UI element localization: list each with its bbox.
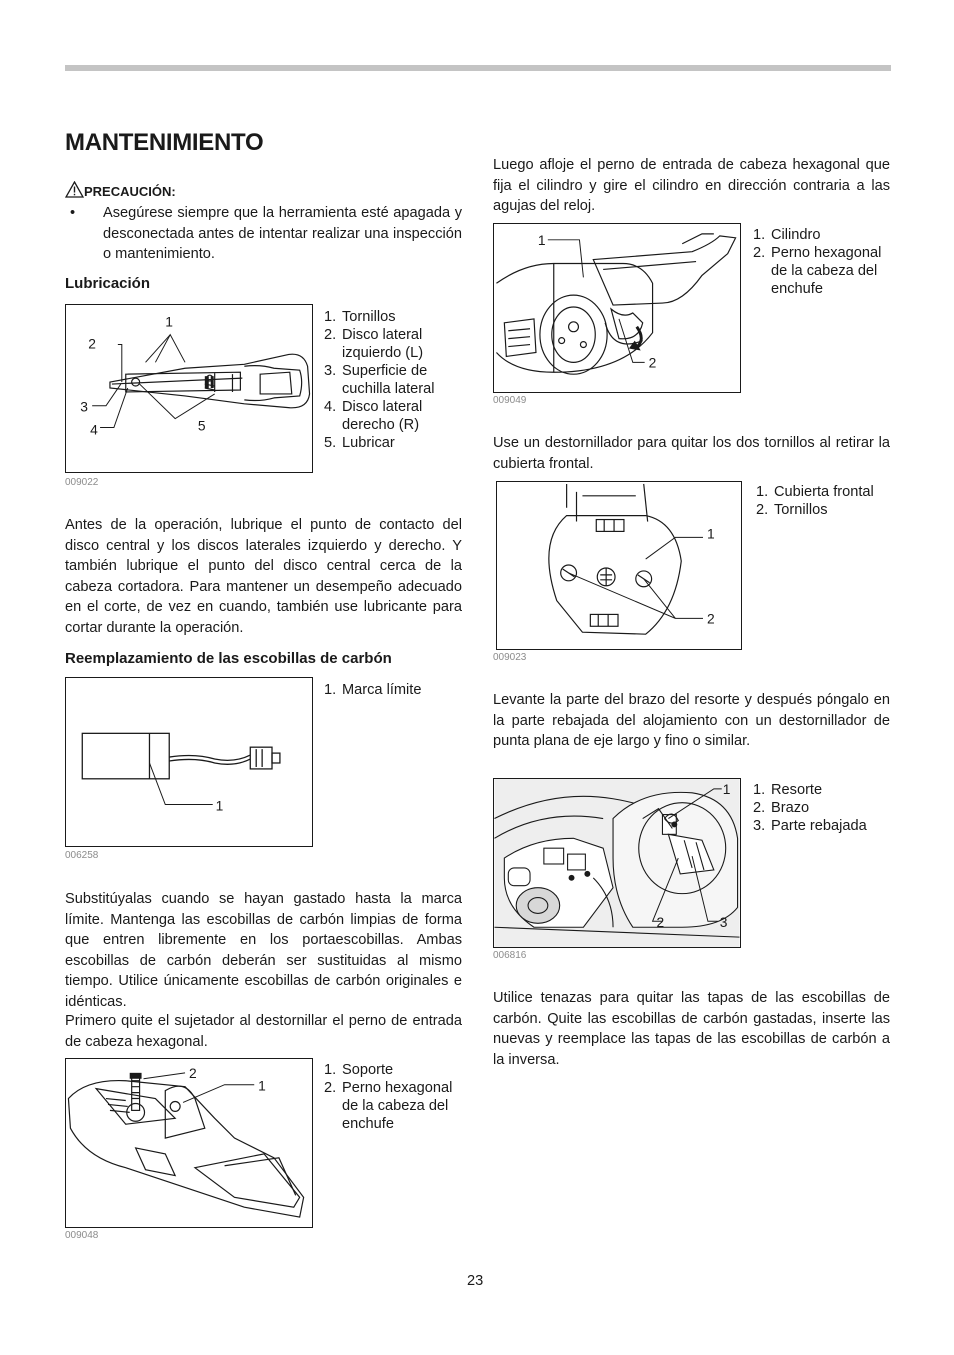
legend-item: 1. Soporte (324, 1062, 394, 1078)
legend-item: 1. Resorte (753, 782, 823, 798)
callout-3: 3 (80, 398, 89, 415)
legend-item: 2. Tornillos (756, 502, 828, 518)
final-paragraph: Utilice tenazas para quitar las tapas de las escobillas de carbón. Quite las escobillas de carbón gastadas, inserte las nuevas y reemplace las tapas de las escobillas de carbón a la inversa. (493, 990, 890, 1068)
callout-1: 1 (722, 780, 731, 797)
callout-5: 5 (197, 417, 206, 434)
callout-3: 3 (719, 914, 728, 931)
page-title: MANTENIMIENTO (65, 129, 264, 156)
holder-figure (65, 1058, 313, 1228)
callout-1: 1 (706, 525, 715, 542)
carbon-brush-illustration (66, 678, 312, 846)
caution-label: PRECAUCIÓN: (84, 184, 176, 199)
lubrication-heading: Lubricación (65, 275, 151, 292)
callout-1: 1 (165, 313, 173, 330)
front-cover-paragraph: Use un destornillador para quitar los dos tornillos al retirar la cubierta frontal. (493, 435, 890, 472)
spring-legend (753, 781, 893, 835)
legend-item: 1. Tornillos (324, 309, 396, 325)
legend-item: 2. Disco lateral izquierdo (L) (324, 327, 424, 361)
cylinder-paragraph: Luego afloje el perno de entrada de cabeza hexagonal que fija el cilindro y gire el cilindro en dirección contraria a las agujas del reloj. (493, 157, 890, 215)
caution-bullet: • (70, 205, 76, 221)
legend-item: 4. Disco lateral derecho (R) (324, 399, 423, 433)
figure-code: 009022 (65, 477, 99, 488)
legend-item: 1. Marca límite (324, 682, 422, 698)
callout-1: 1 (258, 1077, 266, 1094)
holder-legend (324, 1061, 462, 1133)
figure-code: 009023 (493, 652, 527, 663)
callout-2: 2 (88, 335, 96, 352)
carbon-brush-figure (65, 677, 313, 847)
page-number: 23 (467, 1273, 484, 1289)
callout-4: 4 (90, 421, 98, 438)
lubrication-figure (65, 304, 313, 473)
callout-2: 2 (706, 610, 715, 627)
legend-item: 2. Perno hexagonal de la cabeza del enchufe (324, 1080, 453, 1132)
front-cover-illustration (497, 482, 741, 649)
spring-figure (493, 778, 741, 948)
legend-item: 3. Parte rebajada (753, 818, 867, 834)
front-cover-figure (496, 481, 742, 650)
warning-icon (65, 181, 84, 198)
brushes-paragraph-2: Primero quite el sujetador al destornillar el perno de entrada de cabeza hexagonal. (65, 1013, 462, 1050)
callout-2: 2 (648, 354, 657, 371)
legend-item: 1. Cilindro (753, 227, 821, 243)
legend-item: 5. Lubricar (324, 435, 395, 451)
header-rule (65, 65, 891, 71)
figure-code: 009048 (65, 1230, 99, 1241)
legend-item: 2. Perno hexagonal de la cabeza del enchufe (753, 245, 882, 297)
spring-paragraph: Levante la parte del brazo del resorte y después póngalo en la parte rebajada del alojamiento con un destornillador de punta plana de eje largo y fino o similar. (493, 692, 890, 750)
shear-head-illustration (66, 305, 312, 472)
callout-2: 2 (656, 914, 665, 931)
legend-item: 2. Brazo (753, 800, 810, 816)
cylinder-illustration (494, 224, 740, 392)
spring-illustration (494, 779, 740, 947)
brushes-heading: Reemplazamiento de las escobillas de carbón (65, 650, 392, 667)
callout-2: 2 (189, 1064, 197, 1081)
figure-code: 009049 (493, 395, 527, 406)
lubrication-legend (324, 308, 454, 452)
figure-code: 006816 (493, 950, 527, 961)
brush-legend (324, 681, 454, 699)
caution-heading (65, 181, 176, 200)
callout-1: 1 (537, 231, 546, 248)
legend-item: 3. Superficie de cuchilla lateral (324, 363, 435, 397)
cylinder-legend (753, 226, 893, 298)
cylinder-figure (493, 223, 741, 393)
front-cover-legend (756, 483, 896, 519)
callout-1: 1 (215, 797, 224, 814)
lubrication-paragraph: Antes de la operación, lubrique el punto de contacto del disco central y los discos laterales izquierdo y derecho. Y también lubrique el punto del disco central cerca de la cabeza cortadora. Para mantener un desempeño adecuado en el corte, de vez en cuando, también use lubricante para cortar durante la operación. (65, 517, 462, 636)
caution-text: Asegúrese siempre que la herramienta esté apagada y desconectada antes de intentar realizar una inspección o mantenimiento. (103, 205, 462, 263)
brushes-paragraph-1: Substitúyalas cuando se hayan gastado hasta la marca límite. Mantenga las escobillas de carbón limpias de forma que entren libremente en los portaescobillas. Ambas escobillas de carbón deberán ser sustituidas al mismo tiempo. Utilice únicamente escobillas de carbón originales e idénticas. (65, 891, 462, 1010)
figure-code: 006258 (65, 850, 99, 861)
legend-item: 1. Cubierta frontal (756, 484, 874, 500)
holder-illustration (66, 1059, 312, 1227)
